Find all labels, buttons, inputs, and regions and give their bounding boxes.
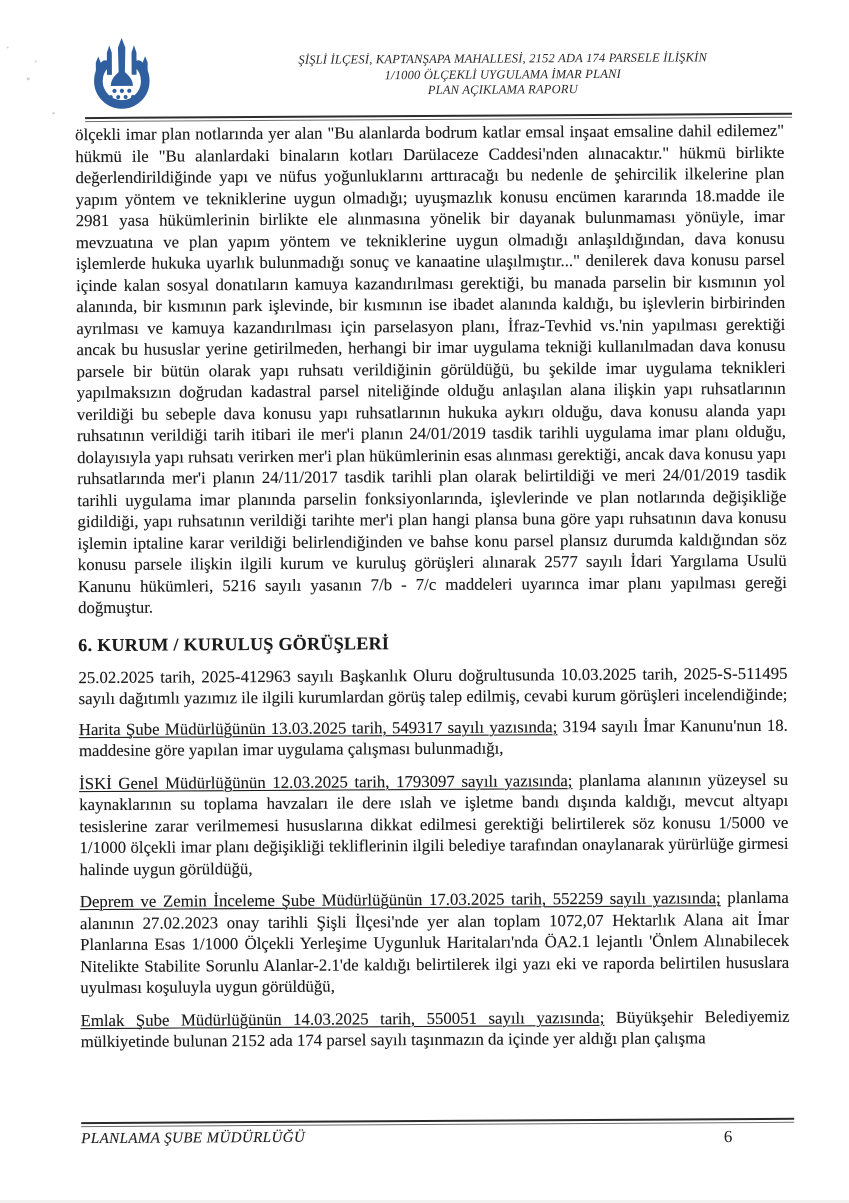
opinion-emlak-sube (80, 1005, 789, 1052)
opinion-deprem-zemin (80, 887, 790, 999)
istanbul-municipality-logo-icon (85, 36, 159, 114)
page-footer (81, 1118, 794, 1151)
opinion-lead: Emlak Şube Müdürlüğünün 14.03.2025 tarih, 550051 sayılı yazısında; (80, 1007, 605, 1030)
opinion-lead: Deprem ve Zemin İnceleme Şube Müdürlüğünün 17.03.2025 tarih, 552259 sayılı yazısında; (79, 888, 721, 912)
opinion-text: planlama alanının yüzeysel su kaynaklarının su toplama havzaları ile dere ıslah ve işletme bandı dışında kaldığı, mevcut altyapı tesislerine zarar verilmemesi hususlarına dikkat edilmesi gerektiği belirtilerek söz konusu 1/5000 ve 1/1000 ölçekli imar planı değişikliği tekliflerinin ilgili belediye tarafından onaylanarak yürürlüğe girmesi halinde uygun görüldüğü, (79, 769, 789, 879)
page-number: 6 (723, 1127, 733, 1147)
title-line-3: PLAN AÇIKLAMA RAPORU (427, 82, 578, 97)
scan-speck (27, 77, 30, 80)
document-title (297, 50, 709, 99)
opinion-lead: İSKİ Genel Müdürlüğünün 12.03.2025 tarih, 1793097 sayılı yazısında; (79, 770, 573, 793)
opinion-lead: Harita Şube Müdürlüğünün 13.03.2025 tarih, 549317 sayılı yazısında; (78, 716, 558, 739)
opinion-text: 3194 sayılı İmar Kanunu'nun 18. maddesine göre yapılan imar uygulama çalışması bulunmadığı, (78, 715, 788, 761)
scan-speck (35, 60, 37, 62)
document-body (75, 120, 790, 1064)
title-line-1: ŞİŞLİ İLÇESİ, KAPTANŞAPA MAHALLESİ, 2152 ADA 174 PARSELE İLİŞKİN (298, 50, 708, 67)
section-heading-kurum-gorusleri: 6. KURUM / KURULUŞ GÖRÜŞLERİ (78, 632, 390, 655)
footer-department-label: PLANLAMA ŞUBE MÜDÜRLÜĞÜ (81, 1129, 306, 1148)
footer-divider (81, 1118, 794, 1127)
opinion-iski (79, 768, 789, 880)
scan-speck (52, 112, 55, 114)
scan-speck (7, 47, 9, 49)
opinion-harita-sube (79, 714, 788, 761)
opinion-text: planlama alanının 27.02.2023 onay tarihli Şişli İlçesi'nde yer alan toplam 1072,07 Hektarlık Alana ait İmar Planlarına Esas 1/1000 Ölçekli Yerleşime Uygunluk Haritaları'nda ÖA2.1 lejantlı 'Önlem Alınabilecek Nitelikte Stabilite Sorunlu Alanlar-2.1'de kaldığı belirtilerek ilgi yazı eki ve raporda belirtilen hususlara uyulması koşuluyla uygun görüldüğü, (79, 887, 790, 998)
paragraph-court-findings: ölçekli imar plan notlarında yer alan "Bu alanlarda bodrum katlar emsal inşaat emsaline dahil edilemez" hükmü ile "Bu alanlardaki binaların kotları Darülaceze Caddesi'nden alınacaktır." hükmü birlikte değerlendirildiğinde yapı ve nüfus yoğunluklarını arttıracağı bu nedenle de şehircilik ilkelerine plan yapım yöntem ve tekniklerine uygun olmadığı; uyuşmazlık konusu encümen kararında 18.madde ile 2981 yasa hükümlerinin birlikte ele alınmasına yönelik bir dayanak bulunmaması yönüyle, imar mevzuatına ve plan yapım yöntem ve tekniklerine uygun olmadığı anlaşıldığından, dava konusu işlemlerde hukuka uyarlık bulunmadığı sonuç ve kanaatine ulaşılmıştır..." denilerek dava konusu parsel içinde kalan sosyal donatıların kamuya kazandırılması gerektiği, bu manada parselin bir kısmının yol alanında, bir kısmının park işlevinde, bir kısmının ise ibadet alanında kaldığı, bu işlevlerin birbirinden ayrılması ve kamuya kazandırılması için parselasyon planı, İfraz-Tevhid vs.'nin yapılması gerektiği ancak bu hususlar yerine getirilmeden, herhangi bir imar uygulama tekniği kullanılmadan dava konusu parsele bir bütün olarak yapı ruhsatı verildiğinin görüldüğü, bu şekilde imar uygulama teknikleri yapılmaksızın doğrudan kadastral parsel niteliğinde olduğu anlaşılan alana ilişkin yapı ruhsatlarının verildiği bu sebeple dava konusu yapı ruhsatlarının hukuka aykırı olduğu, dava konusu alanda yapı ruhsatının verildiği tarih itibari ile mer'i planın 24/01/2019 tasdik tarihli uygulama imar planı olduğu, dolayısıyla yapı ruhsatı verirken mer'i plan hükümlerinin esas alınması gerektiği, ancak dava konusu yapı ruhsatlarında mer'i planın 24/11/2017 tasdik tarihli plan olarak belirtildiği ve meri 24/01/2019 tasdik tarihli uygulama imar planında parselin fonksiyonlarında, işlevlerinde ve plan notlarında değişikliğe gidildiği, yapı ruhsatının verildiği tarihte mer'i plan hangi plansa buna göre yapı ruhsatının dava konusu işlemin iptaline karar verildiği belirlendiğinden ve bahse konu parsel plansız durumda kaldığından söz konusu parsele ilişkin ilgili kurum ve kuruluş görüşleri alınarak 2577 sayılı İdari Yargılama Usulü Kanunu hükümleri, 5216 sayılı yasanın 7/b - 7/c maddeleri uyarınca imar planı yapılması gereği doğmuştur. (75, 120, 787, 618)
paragraph-intro: 25.02.2025 tarih, 2025-412963 sayılı Başkanlık Oluru doğrultusunda 10.03.2025 tarih, 2025-S-511495 sayılı dağıtımlı yazımız ile ilgili kurumlardan görüş talep edilmiş, cevabi kurum görüşleri incelendiğinde; (78, 663, 788, 709)
opinion-text: Büyükşehir Belediyemiz mülkiyetinde bulunan 2152 ada 174 parsel sayılı taşınmazın da içinde yer aldığı plan çalışma (80, 1006, 790, 1052)
title-line-2: 1/1000 ÖLÇEKLİ UYGULAMA İMAR PLANI (384, 66, 622, 82)
